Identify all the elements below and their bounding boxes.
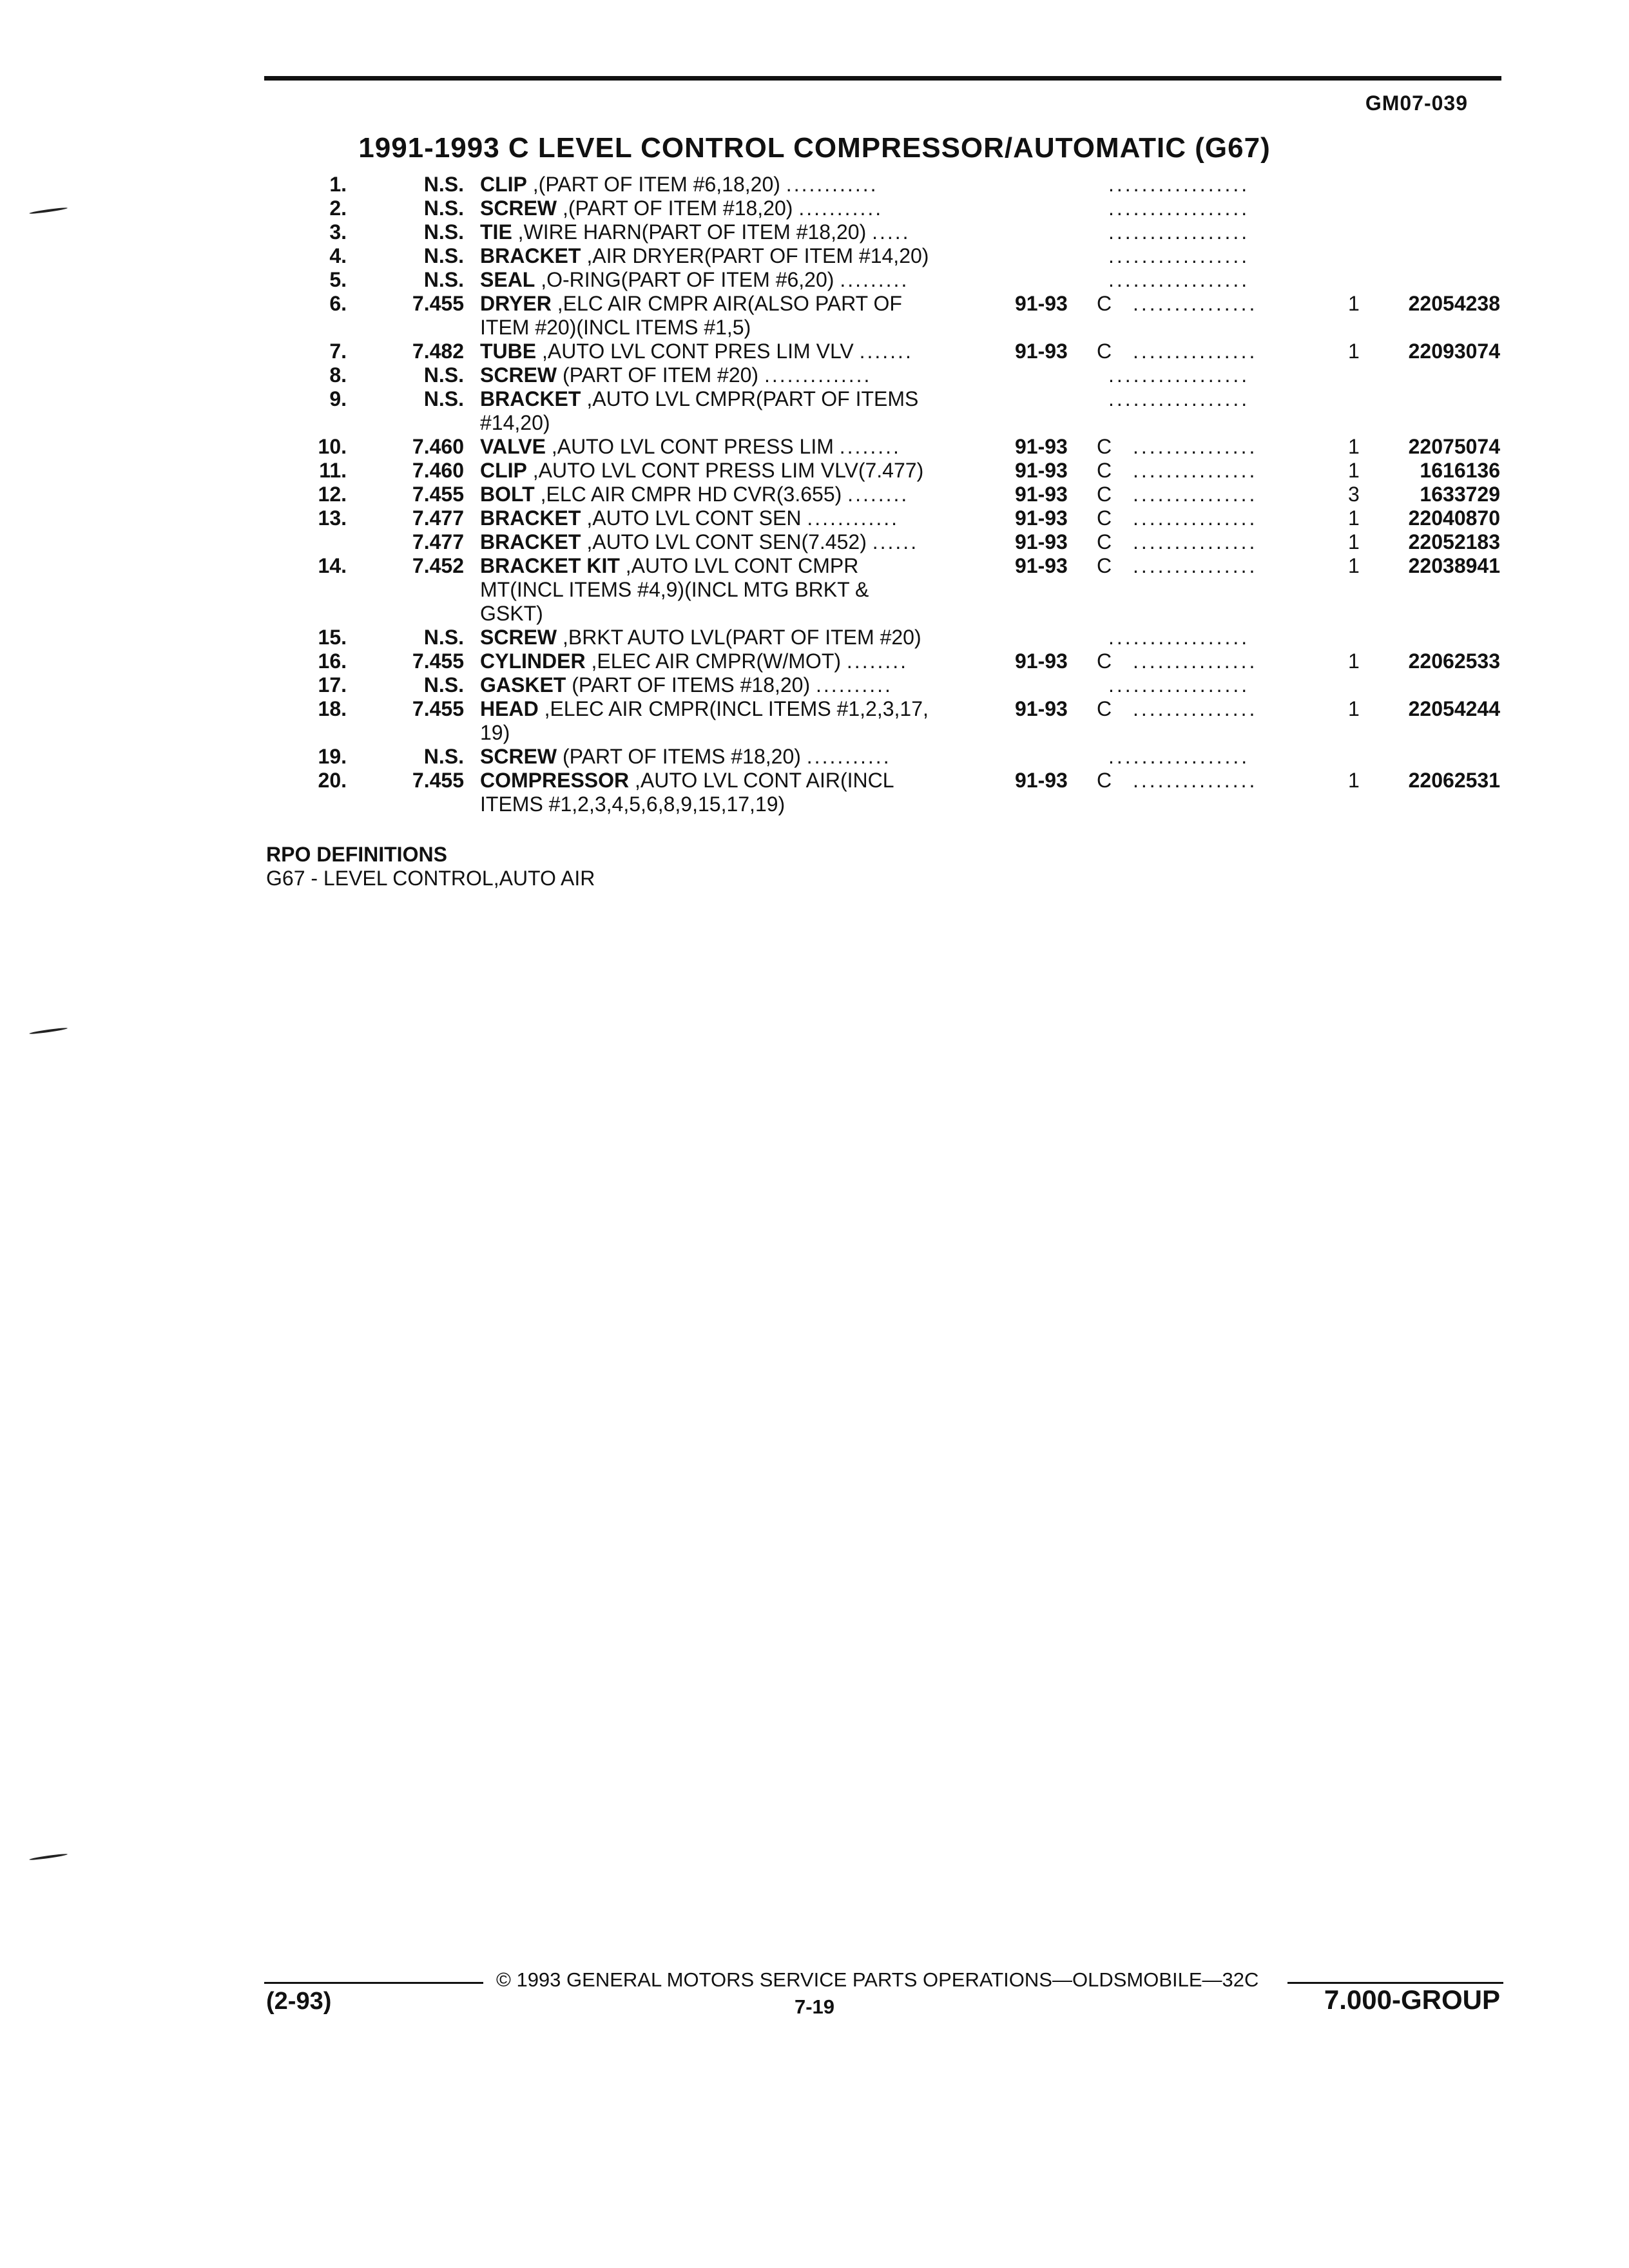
model-years: 91-93 — [1015, 530, 1068, 553]
part-number: 22075074 — [1408, 435, 1500, 458]
part-description-continued: ITEMS #1,2,3,4,5,6,8,9,15,17,19) — [480, 793, 786, 816]
table-row-continuation — [0, 411, 1629, 435]
reference-number: N.S. — [423, 626, 464, 649]
page-number: 7-19 — [794, 1995, 835, 2018]
model-years: 91-93 — [1015, 697, 1068, 720]
part-number: 22040870 — [1408, 506, 1500, 530]
item-number: 14. — [318, 554, 347, 577]
item-number: 1. — [329, 173, 347, 196]
part-description — [480, 435, 996, 459]
quantity: 1 — [1348, 769, 1360, 792]
part-description — [480, 649, 996, 673]
part-name: BRACKET — [480, 244, 581, 267]
item-number: 3. — [329, 220, 347, 244]
part-number: 1633729 — [1420, 483, 1500, 506]
part-detail: ,(PART OF ITEM #18,20) — [557, 197, 793, 220]
part-name: SCREW — [480, 363, 557, 387]
body-code: C — [1097, 483, 1112, 506]
leader-dots: ....... — [859, 340, 913, 363]
table-row — [0, 649, 1629, 673]
reference-number: 7.460 — [412, 435, 464, 458]
part-name: BRACKET — [480, 506, 581, 530]
item-number: 13. — [318, 506, 347, 530]
table-row — [0, 197, 1629, 220]
quantity: 1 — [1348, 649, 1360, 673]
leader-dots-right: ............... — [1133, 340, 1258, 363]
reference-number: 7.477 — [412, 530, 464, 553]
table-row — [0, 363, 1629, 387]
part-number: 22062531 — [1408, 769, 1500, 792]
part-detail: (PART OF ITEM #20) — [557, 363, 759, 387]
part-description — [480, 220, 996, 244]
model-years: 91-93 — [1015, 506, 1068, 530]
part-number: 1616136 — [1420, 459, 1500, 482]
leader-dots-right: ................. — [1108, 197, 1250, 220]
part-detail: ,AUTO LVL CONT AIR(INCL — [629, 769, 894, 792]
leader-dots-right: ............... — [1133, 435, 1258, 458]
part-detail: (PART OF ITEMS #18,20) — [557, 745, 801, 768]
body-code: C — [1097, 435, 1112, 458]
part-detail: ,ELEC AIR CMPR(INCL ITEMS #1,2,3,17, — [538, 697, 929, 720]
quantity: 1 — [1348, 506, 1360, 530]
leader-dots-right: ................. — [1108, 745, 1250, 768]
part-description — [480, 554, 996, 578]
part-name: BRACKET — [480, 530, 581, 553]
leader-dots-right: ................. — [1108, 626, 1250, 649]
quantity: 1 — [1348, 530, 1360, 553]
quantity: 1 — [1348, 459, 1360, 482]
body-code: C — [1097, 292, 1112, 315]
part-name: BRACKET KIT — [480, 554, 620, 577]
table-row — [0, 745, 1629, 769]
part-detail: ,WIRE HARN(PART OF ITEM #18,20) — [512, 220, 867, 244]
part-name: BOLT — [480, 483, 535, 506]
leader-dots: ......... — [840, 268, 909, 291]
part-name: HEAD — [480, 697, 539, 720]
part-detail: ,AIR DRYER(PART OF ITEM #14,20) — [581, 244, 929, 267]
item-number: 4. — [329, 244, 347, 267]
item-number: 19. — [318, 745, 347, 768]
leader-dots-right: ................. — [1108, 363, 1250, 387]
footer-rule-left — [264, 1982, 483, 1984]
part-description — [480, 387, 996, 411]
part-description-continued: GSKT) — [480, 602, 543, 625]
item-number: 5. — [329, 268, 347, 291]
part-detail: ,BRKT AUTO LVL(PART OF ITEM #20) — [557, 626, 921, 649]
model-years: 91-93 — [1015, 340, 1068, 363]
part-detail: ,AUTO LVL CONT PRES LIM VLV — [536, 340, 854, 363]
leader-dots-right: ............... — [1133, 554, 1258, 577]
reference-number: N.S. — [423, 268, 464, 291]
body-code: C — [1097, 506, 1112, 530]
item-number: 6. — [329, 292, 347, 315]
table-row — [0, 554, 1629, 578]
item-number: 15. — [318, 626, 347, 649]
part-number: 22052183 — [1408, 530, 1500, 553]
leader-dots-right: ................. — [1108, 173, 1250, 196]
leader-dots-right: ............... — [1133, 769, 1258, 792]
part-description — [480, 459, 996, 483]
table-row — [0, 340, 1629, 363]
part-name: CLIP — [480, 173, 527, 196]
leader-dots-right: ............... — [1133, 483, 1258, 506]
part-description-continued: 19) — [480, 721, 510, 744]
reference-number: 7.455 — [412, 292, 464, 315]
table-row — [0, 483, 1629, 506]
leader-dots: ...... — [872, 530, 919, 553]
leader-dots: ........ — [846, 649, 909, 673]
part-name: VALVE — [480, 435, 546, 458]
part-detail: ,AUTO LVL CONT SEN — [581, 506, 802, 530]
part-name: SCREW — [480, 626, 557, 649]
body-code: C — [1097, 649, 1112, 673]
table-row-continuation — [0, 793, 1629, 816]
part-description — [480, 483, 996, 506]
part-number: 22062533 — [1408, 649, 1500, 673]
part-name: TIE — [480, 220, 512, 244]
margin-mark — [29, 1853, 68, 1861]
reference-number: 7.452 — [412, 554, 464, 577]
body-code: C — [1097, 459, 1112, 482]
leader-dots-right: ............... — [1133, 697, 1258, 720]
reference-number: N.S. — [423, 387, 464, 410]
part-number: 22038941 — [1408, 554, 1500, 577]
part-name: GASKET — [480, 673, 566, 697]
leader-dots-right: ................. — [1108, 244, 1250, 267]
table-row — [0, 268, 1629, 292]
item-number: 8. — [329, 363, 347, 387]
body-code: C — [1097, 530, 1112, 553]
item-number: 11. — [319, 459, 347, 482]
reference-number: N.S. — [423, 220, 464, 244]
part-number: 22054244 — [1408, 697, 1500, 720]
reference-number: 7.455 — [412, 769, 464, 792]
part-detail: ,ELC AIR CMPR AIR(ALSO PART OF — [551, 292, 902, 315]
part-description — [480, 268, 996, 292]
part-description — [480, 530, 996, 554]
table-row — [0, 459, 1629, 483]
leader-dots-right: ................. — [1108, 268, 1250, 291]
part-name: TUBE — [480, 340, 537, 363]
table-row-continuation — [0, 721, 1629, 745]
item-number: 16. — [318, 649, 347, 673]
leader-dots-right: ............... — [1133, 459, 1258, 482]
document-id: GM07-039 — [1365, 91, 1468, 115]
part-detail: ,AUTO LVL CONT CMPR — [619, 554, 859, 577]
part-description — [480, 506, 996, 530]
part-description — [480, 697, 996, 721]
part-description — [480, 626, 996, 649]
part-description-continued: MT(INCL ITEMS #4,9)(INCL MTG BRKT & — [480, 578, 869, 601]
part-description — [480, 745, 996, 769]
reference-number: 7.482 — [412, 340, 464, 363]
leader-dots-right: ............... — [1133, 506, 1258, 530]
item-number: 2. — [329, 197, 347, 220]
body-code: C — [1097, 769, 1112, 792]
rpo-definitions — [266, 843, 595, 890]
model-years: 91-93 — [1015, 649, 1068, 673]
model-years: 91-93 — [1015, 483, 1068, 506]
part-name: SCREW — [480, 745, 557, 768]
reference-number: 7.455 — [412, 697, 464, 720]
part-description — [480, 673, 996, 697]
reference-number: N.S. — [423, 363, 464, 387]
table-row — [0, 387, 1629, 411]
reference-number: N.S. — [423, 244, 464, 267]
leader-dots-right: ............... — [1133, 649, 1258, 673]
quantity: 1 — [1348, 435, 1360, 458]
leader-dots: ............ — [807, 506, 900, 530]
table-row — [0, 435, 1629, 459]
part-detail: ,AUTO LVL CONT PRESS LIM VLV(7.477) — [526, 459, 924, 482]
reference-number: N.S. — [423, 745, 464, 768]
body-code: C — [1097, 340, 1112, 363]
part-name: SEAL — [480, 268, 535, 291]
quantity: 1 — [1348, 292, 1360, 315]
part-detail: ,AUTO LVL CMPR(PART OF ITEMS — [581, 387, 919, 410]
quantity: 3 — [1348, 483, 1360, 506]
item-number: 10. — [318, 435, 347, 458]
footer-rule-right — [1287, 1982, 1503, 1984]
table-row — [0, 530, 1629, 554]
leader-dots-right: ............... — [1133, 292, 1258, 315]
leader-dots: .............. — [764, 363, 872, 387]
part-number: 22054238 — [1408, 292, 1500, 315]
rpo-definition: G67 - LEVEL CONTROL,AUTO AIR — [266, 867, 595, 890]
part-description-continued: #14,20) — [480, 411, 550, 434]
part-detail: (PART OF ITEMS #18,20) — [566, 673, 811, 697]
footer-group: 7.000-GROUP — [1324, 1984, 1500, 2015]
table-row — [0, 173, 1629, 197]
reference-number: 7.477 — [412, 506, 464, 530]
part-description — [480, 769, 996, 793]
leader-dots: .......... — [816, 673, 892, 697]
part-name: CLIP — [480, 459, 527, 482]
part-name: COMPRESSOR — [480, 769, 630, 792]
footer-date: (2-93) — [266, 1988, 332, 2015]
margin-mark — [29, 1027, 68, 1035]
leader-dots-right: ................. — [1108, 673, 1250, 697]
table-row-continuation — [0, 602, 1629, 626]
table-row — [0, 292, 1629, 316]
item-number: 7. — [329, 340, 347, 363]
item-number: 17. — [318, 673, 347, 697]
model-years: 91-93 — [1015, 292, 1068, 315]
top-rule — [264, 76, 1501, 81]
model-years: 91-93 — [1015, 769, 1068, 792]
part-description — [480, 340, 996, 363]
table-row — [0, 244, 1629, 268]
leader-dots-right: ............... — [1133, 530, 1258, 553]
part-name: CYLINDER — [480, 649, 586, 673]
part-detail: ,ELEC AIR CMPR(W/MOT) — [585, 649, 842, 673]
body-code: C — [1097, 697, 1112, 720]
item-number: 18. — [318, 697, 347, 720]
part-detail: ,(PART OF ITEM #6,18,20) — [526, 173, 780, 196]
model-years: 91-93 — [1015, 459, 1068, 482]
model-years: 91-93 — [1015, 554, 1068, 577]
part-name: BRACKET — [480, 387, 581, 410]
part-description — [480, 197, 996, 220]
reference-number: 7.460 — [412, 459, 464, 482]
rpo-title: RPO DEFINITIONS — [266, 843, 447, 866]
quantity: 1 — [1348, 340, 1360, 363]
table-row — [0, 506, 1629, 530]
part-name: DRYER — [480, 292, 552, 315]
table-row — [0, 673, 1629, 697]
parts-table — [0, 173, 1629, 816]
leader-dots: ..... — [872, 220, 911, 244]
part-description — [480, 363, 996, 387]
part-detail: ,ELC AIR CMPR HD CVR(3.655) — [534, 483, 842, 506]
model-years: 91-93 — [1015, 435, 1068, 458]
part-description-continued: ITEM #20)(INCL ITEMS #1,5) — [480, 316, 751, 339]
footer-copyright: © 1993 GENERAL MOTORS SERVICE PARTS OPERATIONS—OLDSMOBILE—32C — [496, 1968, 1259, 1991]
part-description — [480, 292, 996, 316]
part-name: SCREW — [480, 197, 557, 220]
part-description — [480, 244, 996, 268]
part-detail: ,AUTO LVL CONT PRESS LIM — [545, 435, 834, 458]
leader-dots: ........... — [806, 745, 891, 768]
part-description — [480, 173, 996, 197]
reference-number: N.S. — [423, 673, 464, 697]
reference-number: 7.455 — [412, 483, 464, 506]
part-detail: ,AUTO LVL CONT SEN(7.452) — [581, 530, 867, 553]
reference-number: N.S. — [423, 173, 464, 196]
reference-number: N.S. — [423, 197, 464, 220]
table-row-continuation — [0, 578, 1629, 602]
leader-dots-right: ................. — [1108, 220, 1250, 244]
quantity: 1 — [1348, 554, 1360, 577]
quantity: 1 — [1348, 697, 1360, 720]
leader-dots: ........ — [847, 483, 909, 506]
leader-dots: ............ — [786, 173, 878, 196]
table-row — [0, 626, 1629, 649]
body-code: C — [1097, 554, 1112, 577]
item-number: 20. — [318, 769, 347, 792]
item-number: 12. — [318, 483, 347, 506]
part-detail: ,O-RING(PART OF ITEM #6,20) — [535, 268, 834, 291]
part-number: 22093074 — [1408, 340, 1500, 363]
table-row — [0, 697, 1629, 721]
leader-dots: ........ — [839, 435, 901, 458]
item-number: 9. — [329, 387, 347, 410]
leader-dots-right: ................. — [1108, 387, 1250, 410]
table-row — [0, 220, 1629, 244]
page-title: 1991-1993 C LEVEL CONTROL COMPRESSOR/AUTOMATIC (G67) — [358, 132, 1271, 164]
table-row — [0, 769, 1629, 793]
table-row-continuation — [0, 316, 1629, 340]
reference-number: 7.455 — [412, 649, 464, 673]
leader-dots: ........... — [798, 197, 883, 220]
